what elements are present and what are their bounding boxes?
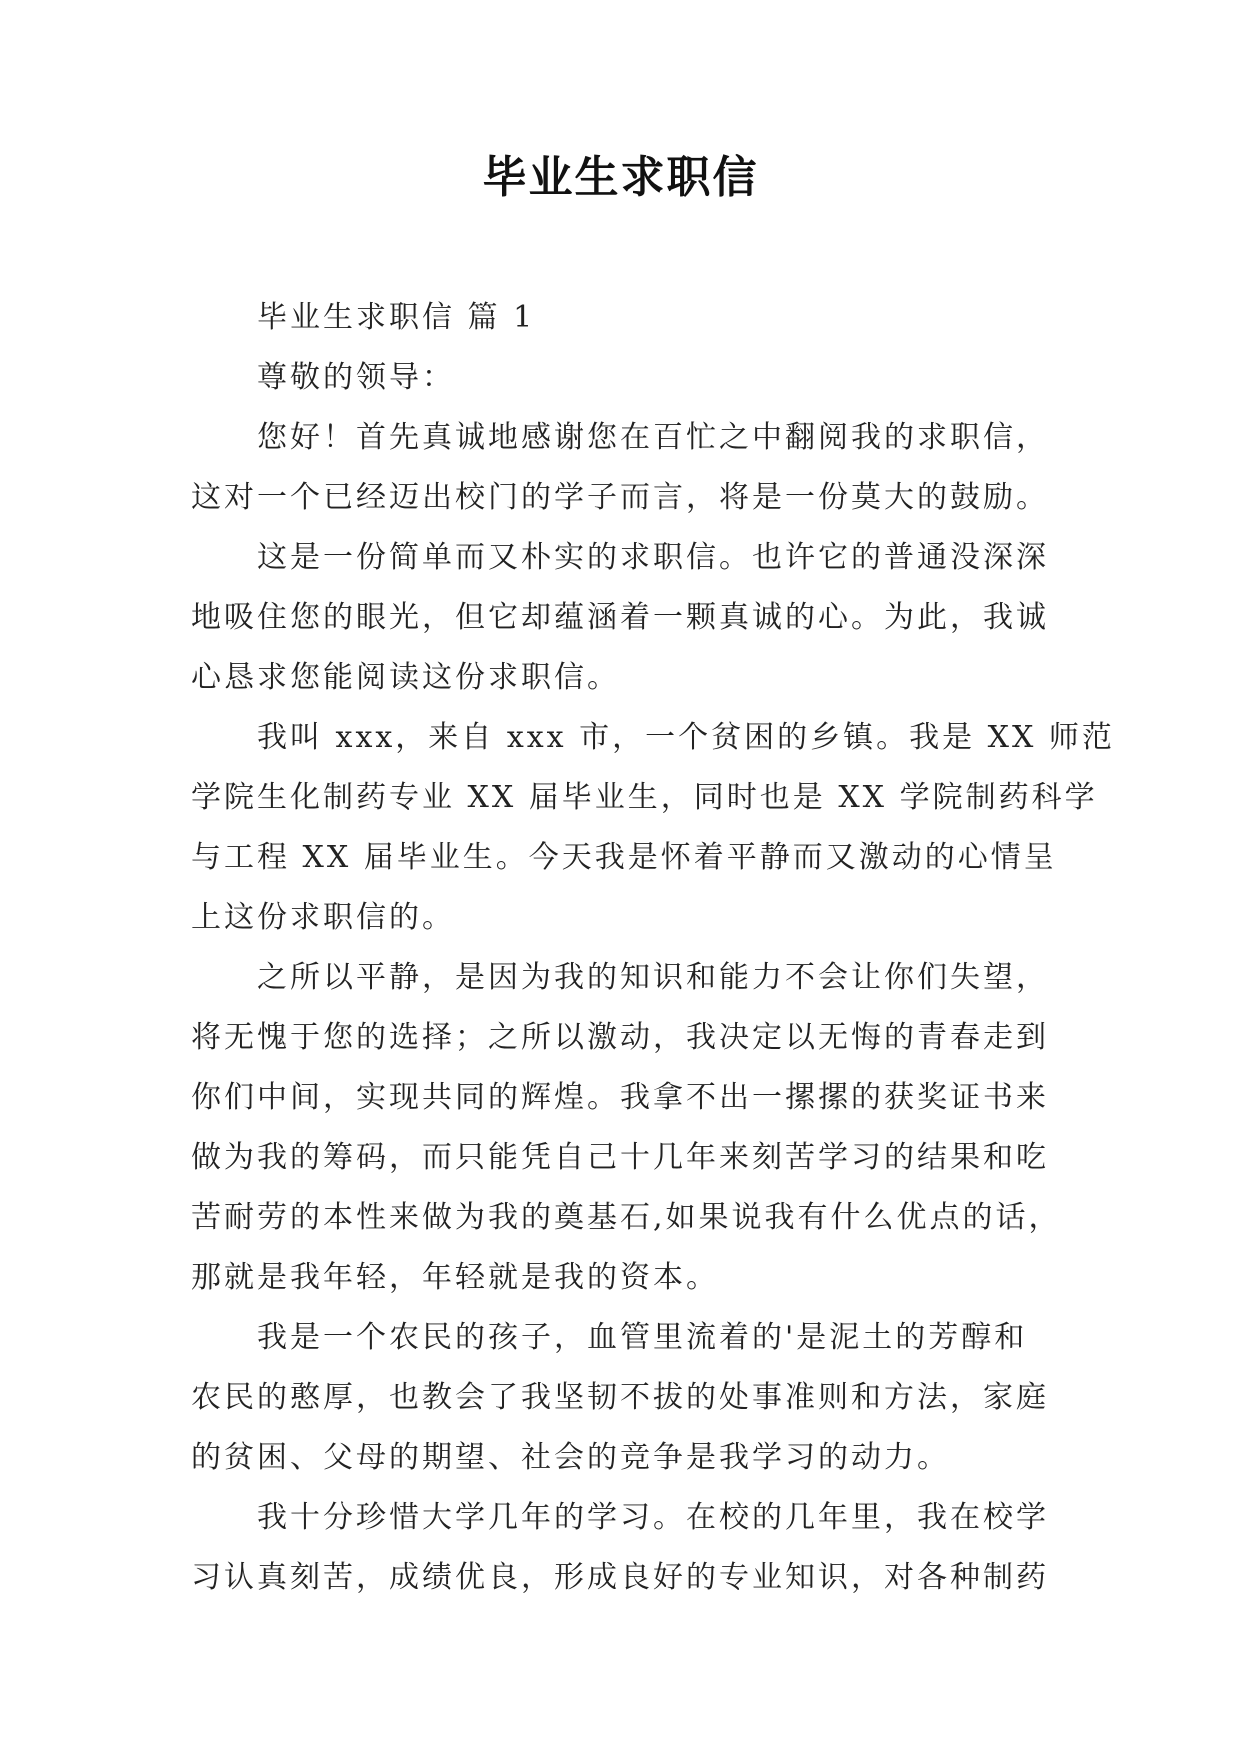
body-line: 你们中间，实现共同的辉煌。我拿不出一摞摞的获奖证书来	[191, 1080, 1049, 1115]
body-line: 上这份求职信的。	[191, 900, 455, 935]
body-line: 之所以平静，是因为我的知识和能力不会让你们失望，	[257, 960, 1049, 995]
body-line: 您好！首先真诚地感谢您在百忙之中翻阅我的求职信，	[257, 420, 1049, 455]
body-line: 做为我的筹码，而只能凭自己十几年来刻苦学习的结果和吃	[191, 1140, 1049, 1175]
document-title: 毕业生求职信	[482, 152, 759, 203]
body-line: 地吸住您的眼光，但它却蕴涵着一颗真诚的心。为此，我诚	[191, 600, 1049, 635]
section-heading: 毕业生求职信 篇 1	[257, 300, 536, 335]
body-line: 这是一份简单而又朴实的求职信。也许它的普通没深深	[257, 540, 1049, 575]
document-body	[191, 288, 1115, 1608]
body-line: 农民的憨厚，也教会了我坚韧不拔的处事准则和方法，家庭	[191, 1380, 1049, 1415]
body-line: 这对一个已经迈出校门的学子而言，将是一份莫大的鼓励。	[191, 480, 1049, 515]
body-line: 与工程 XX 届毕业生。今天我是怀着平静而又激动的心情呈	[191, 840, 1057, 875]
body-line: 习认真刻苦，成绩优良，形成良好的专业知识，对各种制药	[191, 1560, 1049, 1595]
body-line: 我是一个农民的孩子，血管里流着的'是泥土的芳醇和	[257, 1320, 1028, 1355]
body-line: 苦耐劳的本性来做为我的奠基石,如果说我有什么优点的话，	[191, 1200, 1062, 1235]
body-line: 的贫困、父母的期望、社会的竞争是我学习的动力。	[191, 1440, 950, 1475]
body-line: 学院生化制药专业 XX 届毕业生，同时也是 XX 学院制药科学	[191, 780, 1098, 815]
body-line: 我十分珍惜大学几年的学习。在校的几年里，我在校学	[257, 1500, 1049, 1535]
body-line: 心恳求您能阅读这份求职信。	[191, 660, 620, 695]
body-line: 将无愧于您的选择；之所以激动，我决定以无悔的青春走到	[191, 1020, 1049, 1055]
salutation: 尊敬的领导：	[257, 360, 455, 395]
body-line: 我叫 xxx，来自 xxx 市，一个贫困的乡镇。我是 XX 师范	[257, 720, 1115, 755]
body-line: 那就是我年轻，年轻就是我的资本。	[191, 1260, 719, 1295]
